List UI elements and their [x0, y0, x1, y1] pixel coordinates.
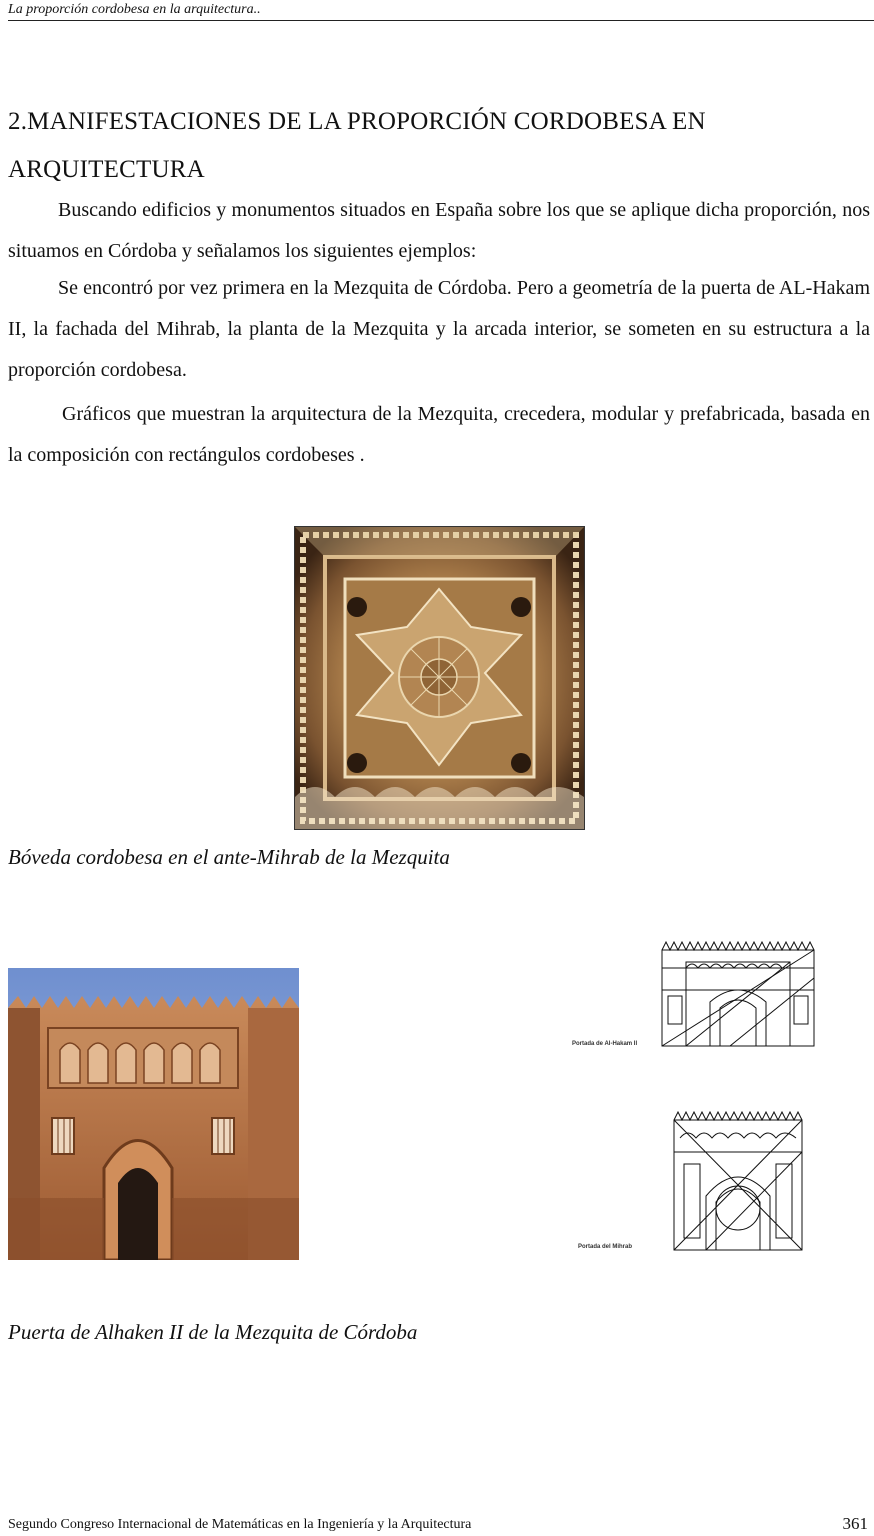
paragraph-1-text: Buscando edificios y monumentos situados en España sobre los que se aplique dicha proporción, nos situamos en Córdoba y señalamos los siguientes ejemplos: — [8, 199, 870, 262]
door-caption: Puerta de Alhaken II de la Mezquita de Córdoba — [8, 1320, 418, 1344]
paragraph-2 — [8, 268, 870, 391]
proportion-drawings — [560, 938, 850, 1256]
drawing-label-bottom: Portada del Mihrab — [578, 1244, 633, 1250]
running-header: La proporción cordobesa en la arquitectura.. — [8, 0, 874, 21]
footer-conference: Segundo Congreso Internacional de Matemáticas en la Ingeniería y la Arquitectura — [8, 1517, 472, 1532]
paragraph-3 — [8, 394, 870, 476]
paragraph-3-text: Gráficos que muestran la arquitectura de la Mezquita, crecedera, modular y prefabricada, basada en la composición con rectángulos cordobeses . — [8, 403, 870, 466]
section-title: 2.MANIFESTACIONES DE LA PROPORCIÓN CORDOBESA EN ARQUITECTURA — [8, 108, 706, 183]
vault-photo — [294, 526, 585, 830]
paragraph-1 — [8, 190, 870, 272]
page-number: 361 — [842, 1514, 868, 1533]
door-photo — [8, 968, 299, 1260]
drawing-label-top: Portada de Al-Hakam II — [572, 1041, 638, 1047]
vault-caption: Bóveda cordobesa en el ante-Mihrab de la Mezquita — [8, 845, 450, 869]
paragraph-2-text: Se encontró por vez primera en la Mezquita de Córdoba. Pero a geometría de la puerta de AL-Hakam II, la fachada del Mihrab, la planta de la Mezquita y la arcada interior, se someten en su estructura a la proporción cordobesa. — [8, 277, 870, 381]
